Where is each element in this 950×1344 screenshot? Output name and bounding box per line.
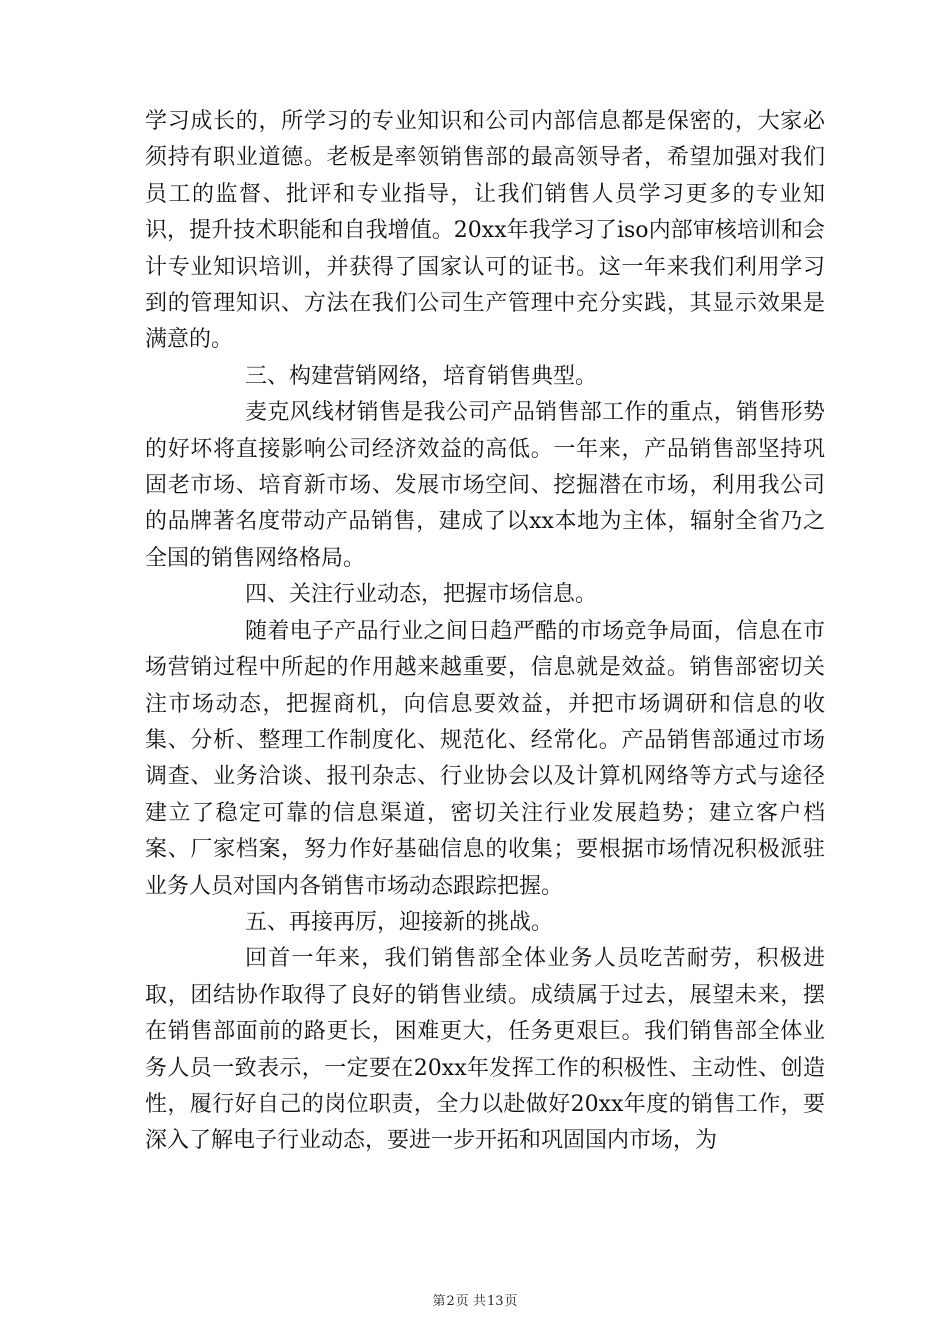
page-number-footer [0, 1290, 950, 1309]
footer-middle: 页 共 [455, 1294, 486, 1309]
section-heading-4: 四、关注行业动态，把握市场信息。 [245, 582, 598, 608]
footer-prefix: 第 [432, 1294, 446, 1309]
footer-suffix: 页 [504, 1294, 518, 1309]
paragraph-market-info: 随着电子产品行业之间日趋严酷的市场竞争局面，信息在市场营销过程中所起的作用越来越重要，信息就是效益。销售部密切关注市场动态，把握商机，向信息要效益，并把市场调研和信息的收集、分析、整理工作制度化、规范化、经常化。产品销售部通过市场调查、业务洽谈、报刊杂志、行业协会以及计算机网络等方式与途径建立了稳定可靠的信息渠道，密切关注行业发展趋势；建立客户档案、厂家档案，努力作好基础信息的收集；要根据市场情况积极派驻业务人员对国内各销售市场动态跟踪把握。 [145, 618, 825, 899]
body-text [145, 104, 825, 1160]
paragraph-outlook: 回首一年来，我们销售部全体业务人员吃苦耐劳，积极进取，团结协作取得了良好的销售业绩。成绩属于过去，展望未来，摆在销售部面前的路更长，困难更大，任务更艰巨。我们销售部全体业务人员一致表示，一定要在20xx年发挥工作的积极性、主动性、创造性，履行好自己的岗位职责，全力以赴做好20xx年度的销售工作，要深入了解电子行业动态，要进一步开拓和巩固国内市场，为 [145, 946, 825, 1154]
current-page-number: 2 [446, 1294, 455, 1309]
paragraph-network: 麦克风线材销售是我公司产品销售部工作的重点，销售形势的好坏将直接影响公司经济效益的高低。一年来，产品销售部坚持巩固老市场、培育新市场、发展市场空间、挖掘潜在市场，利用我公司的品牌著名度带动产品销售，建成了以xx本地为主体，辐射全省乃之全国的销售网络格局。 [145, 400, 825, 571]
total-page-count: 13 [486, 1294, 504, 1309]
section-heading-5: 五、再接再厉，迎接新的挑战。 [245, 909, 554, 935]
paragraph-continuation: 学习成长的，所学习的专业知识和公司内部信息都是保密的，大家必须持有职业道德。老板是率领销售部的最高领导者，希望加强对我们员工的监督、批评和专业指导，让我们销售人员学习更多的专业知识，提升技术职能和自我增值。20xx年我学习了iso内部审核培训和会计专业知识培训，并获得了国家认可的证书。这一年来我们利用学习到的管理知识、方法在我们公司生产管理中充分实践，其显示效果是满意的。 [145, 109, 825, 353]
section-heading-3: 三、构建营销网络，培育销售典型。 [245, 363, 598, 389]
